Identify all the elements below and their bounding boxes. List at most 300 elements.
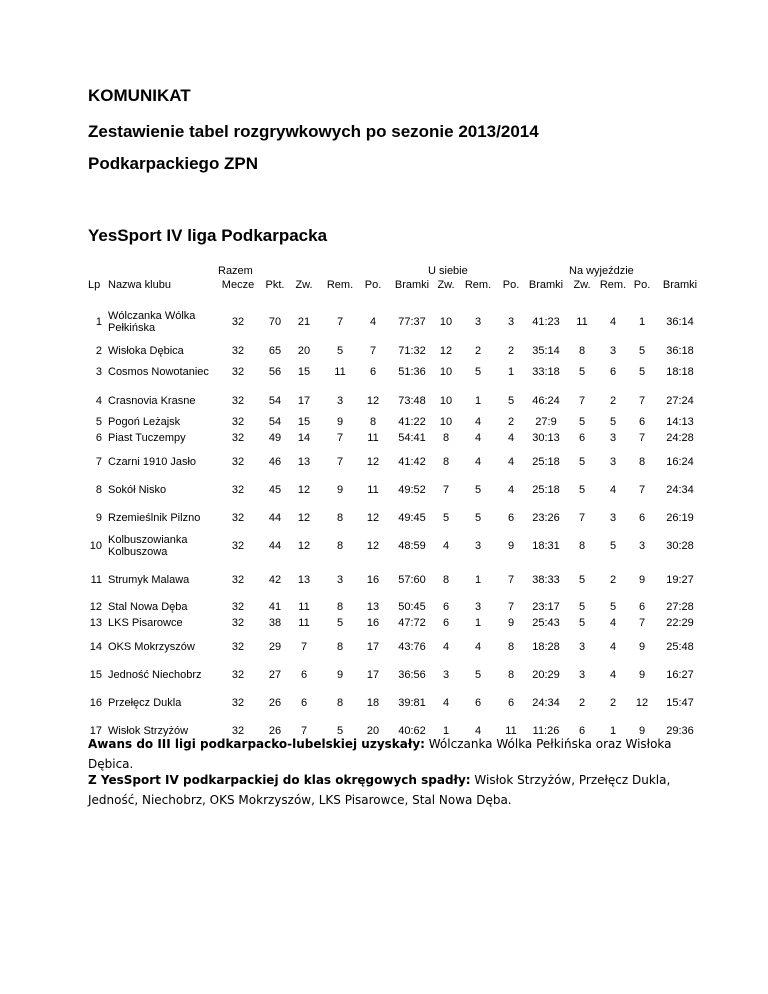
row-position: 15 [89, 669, 102, 681]
cell-pts: 38 [268, 617, 282, 629]
cell-a_d: 4 [609, 484, 617, 496]
cell-a_g: 22:29 [666, 617, 694, 629]
cell-t_w: 17 [297, 395, 311, 407]
column-header-club: Nazwa klubu [108, 279, 171, 291]
relegation-text: Wisłok Strzyżów, Przełęcz Dukla, Jedność, Niechobrz, OKS Mokrzyszów, LKS Pisarowce, Stal Nowa Dęba. [88, 773, 671, 807]
cell-h_w: 10 [439, 366, 453, 378]
column-header-t_l: Po. [364, 279, 382, 291]
cell-a_w: 6 [578, 725, 586, 737]
cell-t_g: 51:36 [398, 366, 426, 378]
cell-h_d: 3 [474, 601, 482, 613]
cell-matches: 32 [231, 366, 245, 378]
cell-a_w: 5 [578, 456, 586, 468]
cell-t_l: 13 [366, 601, 380, 613]
cell-t_w: 14 [297, 432, 311, 444]
cell-h_g: 30:13 [532, 432, 560, 444]
cell-pts: 42 [268, 574, 282, 586]
cell-a_l: 12 [635, 697, 649, 709]
club-name: Pogoń Leżajsk [108, 416, 181, 428]
group-total-label: Razem [218, 265, 253, 277]
cell-t_d: 8 [336, 540, 344, 552]
cell-h_w: 1 [442, 725, 450, 737]
cell-a_d: 3 [609, 432, 617, 444]
club-name: Wisłok Strzyżów [108, 725, 189, 737]
column-header-pts: Pkt. [265, 279, 285, 291]
cell-a_g: 36:18 [666, 345, 694, 357]
cell-h_d: 3 [474, 540, 482, 552]
cell-t_d: 8 [336, 601, 344, 613]
row-position: 9 [95, 512, 102, 524]
cell-t_g: 50:45 [398, 601, 426, 613]
cell-a_w: 3 [578, 669, 586, 681]
cell-t_l: 16 [366, 574, 380, 586]
cell-pts: 26 [268, 697, 282, 709]
cell-a_g: 24:28 [666, 432, 694, 444]
cell-pts: 26 [268, 725, 282, 737]
cell-h_g: 38:33 [532, 574, 560, 586]
cell-h_d: 5 [474, 512, 482, 524]
cell-matches: 32 [231, 617, 245, 629]
cell-a_g: 25:48 [666, 641, 694, 653]
cell-a_g: 16:24 [666, 456, 694, 468]
cell-h_g: 23:26 [532, 512, 560, 524]
cell-h_l: 5 [507, 395, 515, 407]
cell-matches: 32 [231, 316, 245, 328]
cell-matches: 32 [231, 669, 245, 681]
cell-matches: 32 [231, 395, 245, 407]
cell-h_w: 4 [442, 540, 450, 552]
cell-h_g: 11:26 [532, 725, 560, 737]
promotion-note [88, 734, 698, 774]
cell-t_l: 12 [366, 512, 380, 524]
club-name: Sokół Nisko [108, 484, 167, 496]
cell-h_l: 7 [507, 601, 515, 613]
cell-a_d: 5 [609, 601, 617, 613]
cell-h_w: 5 [442, 512, 450, 524]
cell-a_l: 7 [638, 617, 646, 629]
column-header-matches: Mecze [221, 279, 255, 291]
cell-matches: 32 [231, 574, 245, 586]
cell-a_l: 6 [638, 512, 646, 524]
cell-t_d: 8 [336, 512, 344, 524]
season-subtitle: Zestawienie tabel rozgrywkowych po sezonie 2013/2014 [88, 122, 539, 141]
cell-h_l: 9 [507, 540, 515, 552]
column-header-t_w: Zw. [295, 279, 313, 291]
cell-h_g: 24:34 [532, 697, 560, 709]
column-header-a_l: Po. [633, 279, 651, 291]
column-header-h_w: Zw. [437, 279, 455, 291]
cell-h_g: 18:31 [532, 540, 560, 552]
cell-h_w: 3 [442, 669, 450, 681]
row-position: 6 [95, 432, 102, 444]
cell-pts: 45 [268, 484, 282, 496]
column-header-a_g: Bramki [662, 279, 698, 291]
cell-t_g: 57:60 [398, 574, 426, 586]
cell-h_g: 33:18 [532, 366, 560, 378]
cell-pts: 29 [268, 641, 282, 653]
cell-a_l: 1 [638, 316, 646, 328]
cell-h_g: 35:14 [532, 345, 560, 357]
cell-pts: 41 [268, 601, 282, 613]
row-position: 3 [95, 366, 102, 378]
cell-t_g: 43:76 [398, 641, 426, 653]
cell-h_w: 4 [442, 641, 450, 653]
cell-t_w: 11 [298, 617, 310, 629]
cell-t_d: 5 [336, 725, 344, 737]
cell-t_w: 15 [297, 366, 311, 378]
komunikat-heading: KOMUNIKAT [88, 86, 191, 105]
cell-h_w: 10 [439, 395, 453, 407]
cell-h_l: 6 [507, 512, 515, 524]
cell-t_g: 41:42 [398, 456, 426, 468]
cell-t_g: 47:72 [398, 617, 426, 629]
cell-matches: 32 [231, 697, 245, 709]
cell-a_d: 1 [609, 725, 617, 737]
row-position: 16 [89, 697, 102, 709]
cell-h_l: 4 [507, 456, 515, 468]
cell-a_d: 2 [609, 395, 617, 407]
cell-a_g: 24:34 [666, 484, 694, 496]
cell-matches: 32 [231, 641, 245, 653]
cell-a_l: 7 [638, 432, 646, 444]
row-position: 4 [95, 395, 102, 407]
cell-a_w: 5 [578, 366, 586, 378]
cell-t_g: 48:59 [398, 540, 426, 552]
cell-a_g: 19:27 [666, 574, 694, 586]
cell-a_w: 2 [578, 697, 586, 709]
cell-h_g: 25:43 [532, 617, 560, 629]
promotion-label: Awans do III ligi podkarpacko-lubelskiej uzyskały: [88, 737, 425, 751]
cell-t_w: 7 [300, 641, 308, 653]
cell-a_d: 3 [609, 345, 617, 357]
cell-h_l: 2 [507, 416, 515, 428]
row-position: 2 [95, 345, 102, 357]
cell-pts: 27 [268, 669, 282, 681]
cell-pts: 65 [268, 345, 282, 357]
cell-a_l: 7 [638, 484, 646, 496]
club-name: Kolbuszowianka Kolbuszowa [108, 534, 188, 558]
cell-pts: 44 [268, 540, 282, 552]
cell-pts: 54 [268, 395, 282, 407]
cell-t_d: 7 [336, 432, 344, 444]
cell-a_g: 15:47 [666, 697, 694, 709]
cell-t_l: 17 [366, 669, 380, 681]
cell-h_g: 25:18 [532, 484, 560, 496]
cell-matches: 32 [231, 345, 245, 357]
relegation-note [88, 770, 698, 810]
cell-t_l: 4 [369, 316, 377, 328]
cell-matches: 32 [231, 416, 245, 428]
cell-h_d: 4 [474, 416, 482, 428]
cell-t_l: 18 [366, 697, 380, 709]
club-name: OKS Mokrzyszów [108, 641, 195, 653]
cell-t_l: 7 [369, 345, 377, 357]
cell-a_g: 27:24 [666, 395, 694, 407]
cell-h_w: 6 [442, 617, 450, 629]
cell-h_g: 25:18 [532, 456, 560, 468]
cell-t_g: 71:32 [398, 345, 426, 357]
cell-t_w: 13 [297, 456, 311, 468]
cell-a_l: 9 [638, 669, 646, 681]
cell-t_g: 41:22 [398, 416, 426, 428]
cell-h_l: 8 [507, 669, 515, 681]
cell-a_w: 5 [578, 484, 586, 496]
cell-a_d: 6 [609, 366, 617, 378]
cell-t_g: 54:41 [398, 432, 426, 444]
cell-h_d: 4 [474, 456, 482, 468]
cell-t_d: 8 [336, 641, 344, 653]
cell-t_d: 3 [336, 395, 344, 407]
group-home-label: U siebie [428, 265, 468, 277]
cell-t_w: 12 [297, 540, 311, 552]
cell-t_g: 36:56 [398, 669, 426, 681]
cell-t_l: 12 [366, 540, 380, 552]
cell-a_l: 5 [638, 366, 646, 378]
row-position: 10 [89, 540, 102, 552]
column-header-h_g: Bramki [528, 279, 564, 291]
cell-pts: 46 [268, 456, 282, 468]
cell-t_l: 17 [366, 641, 380, 653]
cell-t_g: 73:48 [398, 395, 426, 407]
cell-a_d: 4 [609, 641, 617, 653]
cell-t_l: 16 [366, 617, 380, 629]
cell-t_g: 49:52 [398, 484, 426, 496]
cell-t_l: 11 [367, 432, 379, 444]
row-position: 7 [95, 456, 102, 468]
club-name: Przełęcz Dukla [108, 697, 182, 709]
organization-title: Podkarpackiego ZPN [88, 154, 259, 173]
cell-a_g: 14:13 [666, 416, 694, 428]
row-position: 11 [90, 574, 102, 586]
cell-matches: 32 [231, 601, 245, 613]
cell-h_w: 8 [442, 574, 450, 586]
cell-a_d: 4 [609, 617, 617, 629]
cell-matches: 32 [231, 725, 245, 737]
cell-t_w: 7 [300, 725, 308, 737]
club-name: Jedność Niechobrz [108, 669, 202, 681]
cell-a_w: 5 [578, 601, 586, 613]
cell-a_w: 3 [578, 641, 586, 653]
cell-t_g: 49:45 [398, 512, 426, 524]
cell-t_d: 11 [334, 366, 346, 378]
cell-t_l: 6 [369, 366, 377, 378]
cell-h_d: 1 [474, 617, 482, 629]
cell-h_l: 1 [507, 366, 515, 378]
cell-h_d: 1 [474, 574, 482, 586]
cell-h_l: 3 [507, 316, 515, 328]
cell-t_w: 6 [300, 669, 308, 681]
cell-h_l: 7 [507, 574, 515, 586]
cell-a_g: 26:19 [666, 512, 694, 524]
cell-a_l: 7 [638, 395, 646, 407]
cell-pts: 54 [268, 416, 282, 428]
cell-t_d: 7 [336, 316, 344, 328]
cell-h_w: 8 [442, 432, 450, 444]
club-name: Cosmos Nowotaniec [108, 366, 209, 378]
cell-t_d: 9 [336, 416, 344, 428]
cell-t_l: 12 [366, 395, 380, 407]
cell-h_l: 2 [507, 345, 515, 357]
cell-h_d: 1 [474, 395, 482, 407]
cell-t_w: 21 [297, 316, 311, 328]
cell-matches: 32 [231, 432, 245, 444]
cell-a_w: 11 [576, 316, 588, 328]
cell-h_d: 2 [474, 345, 482, 357]
cell-a_g: 16:27 [666, 669, 694, 681]
club-name: Wisłoka Dębica [108, 345, 184, 357]
club-name: Czarni 1910 Jasło [108, 456, 197, 468]
cell-h_l: 4 [507, 484, 515, 496]
row-position: 5 [95, 416, 102, 428]
cell-h_w: 8 [442, 456, 450, 468]
cell-pts: 70 [268, 316, 282, 328]
cell-h_w: 10 [439, 416, 453, 428]
column-header-a_w: Zw. [573, 279, 591, 291]
cell-a_g: 29:36 [666, 725, 694, 737]
cell-h_w: 7 [442, 484, 450, 496]
cell-t_d: 5 [336, 345, 344, 357]
cell-t_w: 15 [297, 416, 311, 428]
club-name: LKS Pisarowce [108, 617, 183, 629]
cell-h_w: 10 [439, 316, 453, 328]
cell-a_w: 7 [578, 512, 586, 524]
club-name: Stal Nowa Dęba [108, 601, 188, 613]
column-header-t_g: Bramki [394, 279, 430, 291]
cell-h_g: 27:9 [535, 416, 557, 428]
cell-a_l: 9 [638, 574, 646, 586]
cell-a_l: 3 [638, 540, 646, 552]
cell-t_d: 8 [336, 697, 344, 709]
cell-a_w: 5 [578, 617, 586, 629]
cell-h_d: 5 [474, 484, 482, 496]
cell-h_g: 20:29 [532, 669, 560, 681]
cell-a_d: 2 [609, 574, 617, 586]
cell-a_l: 8 [638, 456, 646, 468]
row-position: 8 [95, 484, 102, 496]
cell-h_g: 46:24 [532, 395, 560, 407]
cell-a_g: 30:28 [666, 540, 694, 552]
club-name: Rzemieślnik Pilzno [108, 512, 201, 524]
cell-a_d: 5 [609, 540, 617, 552]
column-header-lp: Lp [88, 279, 101, 291]
cell-t_g: 77:37 [398, 316, 426, 328]
cell-h_w: 12 [439, 345, 453, 357]
cell-a_d: 4 [609, 669, 617, 681]
cell-h_g: 23:17 [532, 601, 560, 613]
column-header-t_d: Rem. [326, 279, 354, 291]
cell-matches: 32 [231, 456, 245, 468]
cell-h_d: 5 [474, 669, 482, 681]
cell-pts: 56 [268, 366, 282, 378]
cell-t_l: 20 [366, 725, 380, 737]
cell-a_g: 18:18 [666, 366, 694, 378]
cell-a_l: 5 [638, 345, 646, 357]
cell-pts: 44 [268, 512, 282, 524]
cell-pts: 49 [268, 432, 282, 444]
row-position: 1 [95, 316, 102, 328]
cell-t_w: 20 [297, 345, 311, 357]
cell-h_d: 4 [474, 432, 482, 444]
cell-a_g: 27:28 [666, 601, 694, 613]
cell-a_w: 8 [578, 345, 586, 357]
cell-a_w: 5 [578, 416, 586, 428]
club-name: Crasnovia Krasne [108, 395, 196, 407]
cell-matches: 32 [231, 484, 245, 496]
cell-h_d: 6 [474, 697, 482, 709]
cell-t_g: 40:62 [398, 725, 426, 737]
cell-matches: 32 [231, 512, 245, 524]
cell-a_d: 4 [609, 316, 617, 328]
cell-a_l: 6 [638, 416, 646, 428]
cell-h_l: 8 [507, 641, 515, 653]
cell-a_d: 3 [609, 456, 617, 468]
cell-a_w: 6 [578, 432, 586, 444]
row-position: 12 [89, 601, 102, 613]
relegation-label: Z YesSport IV podkarpackiej do klas okręgowych spadły: [88, 773, 471, 787]
column-header-a_d: Rem. [599, 279, 627, 291]
promotion-text: Wólczanka Wólka Pełkińska oraz Wisłoka Dębica. [88, 737, 672, 771]
cell-t_w: 6 [300, 697, 308, 709]
cell-h_d: 3 [474, 316, 482, 328]
cell-h_l: 4 [507, 432, 515, 444]
cell-h_d: 4 [474, 641, 482, 653]
club-name: Strumyk Malawa [108, 574, 190, 586]
cell-t_w: 13 [297, 574, 311, 586]
cell-h_d: 5 [474, 366, 482, 378]
cell-a_w: 5 [578, 574, 586, 586]
cell-a_w: 7 [578, 395, 586, 407]
cell-h_l: 9 [507, 617, 515, 629]
cell-a_d: 3 [609, 512, 617, 524]
cell-h_w: 4 [442, 697, 450, 709]
cell-t_g: 39:81 [398, 697, 426, 709]
cell-a_g: 36:14 [666, 316, 694, 328]
cell-t_w: 11 [298, 601, 310, 613]
cell-a_l: 9 [638, 725, 646, 737]
cell-a_w: 8 [578, 540, 586, 552]
cell-t_w: 12 [297, 512, 311, 524]
league-title: YesSport IV liga Podkarpacka [88, 226, 328, 245]
column-header-h_d: Rem. [464, 279, 492, 291]
cell-a_l: 6 [638, 601, 646, 613]
club-name: Piast Tuczempy [108, 432, 186, 444]
row-position: 13 [89, 617, 102, 629]
cell-h_d: 4 [474, 725, 482, 737]
cell-t_w: 12 [297, 484, 311, 496]
cell-t_d: 5 [336, 617, 344, 629]
cell-h_w: 6 [442, 601, 450, 613]
cell-t_l: 8 [369, 416, 377, 428]
cell-t_d: 9 [336, 484, 344, 496]
cell-t_d: 7 [336, 456, 344, 468]
cell-t_d: 9 [336, 669, 344, 681]
row-position: 14 [89, 641, 102, 653]
cell-a_d: 2 [609, 697, 617, 709]
cell-t_d: 3 [336, 574, 344, 586]
cell-h_g: 18:28 [532, 641, 560, 653]
cell-t_l: 12 [366, 456, 380, 468]
cell-h_l: 11 [505, 725, 517, 737]
cell-t_l: 11 [367, 484, 379, 496]
cell-h_g: 41:23 [532, 316, 560, 328]
cell-h_l: 6 [507, 697, 515, 709]
cell-matches: 32 [231, 540, 245, 552]
cell-a_l: 9 [638, 641, 646, 653]
group-away-label: Na wyjeździe [569, 265, 634, 277]
row-position: 17 [89, 725, 102, 737]
column-header-h_l: Po. [502, 279, 520, 291]
club-name: Wólczanka Wólka Pełkińska [108, 310, 196, 334]
